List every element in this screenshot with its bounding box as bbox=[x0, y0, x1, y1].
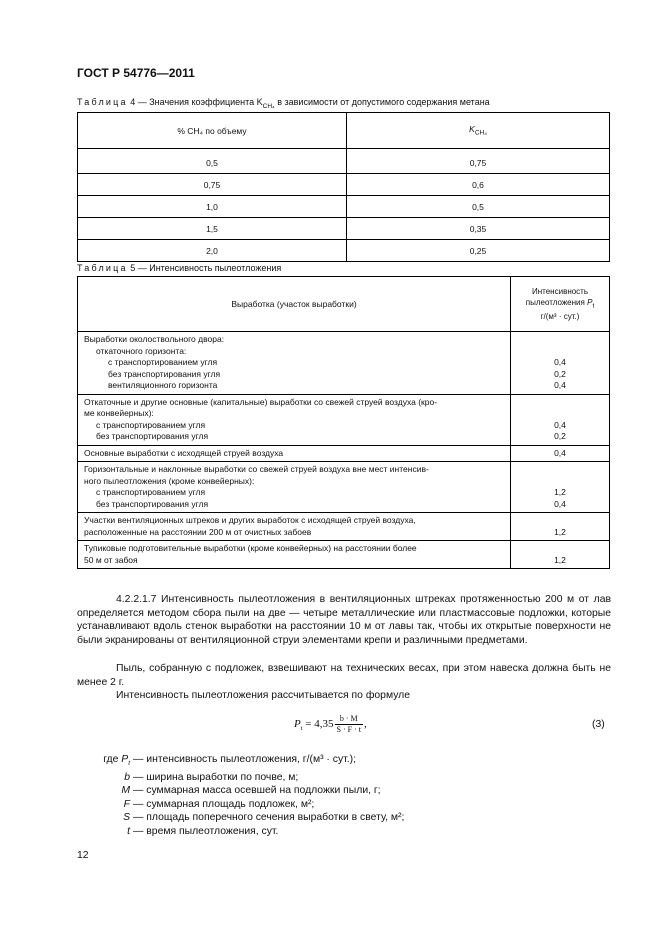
table5-value: 1,2 bbox=[554, 554, 566, 565]
table5-line: Выработки околоствольного двора: bbox=[84, 334, 225, 344]
table4-caption bbox=[77, 97, 490, 110]
table5-cell-intensity bbox=[511, 513, 610, 541]
table5-value: 0,2 bbox=[554, 368, 566, 379]
table5-line: ме конвейерных): bbox=[84, 408, 154, 418]
legend-item bbox=[77, 798, 611, 812]
table5-row bbox=[78, 462, 610, 513]
table5-value: 0,2 bbox=[554, 431, 566, 441]
table4-cell-methane: 1,0 bbox=[78, 196, 347, 218]
table4-caption-text: 4 — Значения коэффициента K bbox=[130, 97, 263, 107]
table5-line: без транспортирования угля bbox=[96, 431, 209, 441]
table4-body bbox=[78, 149, 610, 262]
table5-cell-excavation bbox=[78, 462, 511, 513]
legend-symbol: где $P_t$ bbox=[103, 754, 130, 768]
formula-number: (3) bbox=[592, 719, 605, 730]
table4-row bbox=[78, 174, 610, 196]
table5-cell-intensity bbox=[511, 332, 610, 395]
page-number: 12 bbox=[77, 850, 89, 861]
table4-cell-methane: 1,5 bbox=[78, 218, 347, 240]
table5-cell-intensity bbox=[511, 394, 610, 445]
table5-col-header-intensity: Интенсивность пылеотложения $P_t$ г/(м³ · сут.) bbox=[511, 277, 610, 332]
legend-text: — суммарная масса осевшей на подложки пыли, г; bbox=[133, 785, 381, 797]
table5-value: 0,4 bbox=[554, 357, 566, 367]
table4-col-header-coef: $K_{CH_4}$ bbox=[347, 113, 610, 149]
legend-item bbox=[77, 784, 611, 798]
legend-symbol: t bbox=[127, 826, 130, 838]
legend-text: — ширина выработки по почве, м; bbox=[133, 771, 299, 783]
legend-item bbox=[77, 811, 611, 825]
table5-col-header-excavation: Выработка (участок выработки) bbox=[78, 277, 511, 332]
table5-cell-excavation bbox=[78, 332, 511, 395]
table5-cell-excavation bbox=[78, 513, 511, 541]
legend-item bbox=[77, 753, 611, 771]
table4-cell-coef: 0,25 bbox=[347, 240, 610, 262]
table5-caption-word: Таблица bbox=[77, 263, 128, 273]
table5-value bbox=[517, 464, 603, 476]
table5-caption bbox=[77, 263, 281, 273]
table5-line: с транспортированием угля bbox=[108, 357, 218, 367]
table5-value bbox=[517, 397, 603, 409]
paragraph-4-2-2-1-7: 4.2.2.1.7 Интенсивность пылеотложения в вентиляционных штреках протяженностью 200 м от лав определяется методом сбора пыли на две — четыре металлические или пластмассовые подложки, которые устанавливают вдоль стенок выработки на расстоянии 10 м от лавы так, чтобы их открытые поверхности не были экранированы от вентиляционной струи элементами крепи и различными предметами. bbox=[77, 594, 611, 646]
table5-header-row bbox=[78, 277, 610, 332]
table5-value bbox=[517, 515, 603, 527]
table5-line: расположенные на расстоянии 200 м от очистных забоев bbox=[84, 526, 312, 537]
table4-cell-coef: 0,6 bbox=[347, 174, 610, 196]
paragraph-formula-intro: Интенсивность пылеотложения рассчитывается по формуле bbox=[116, 690, 411, 701]
table5-cell-intensity bbox=[511, 462, 610, 513]
table4-col-header-methane: % CH₄ по объему bbox=[78, 113, 347, 149]
table5-value: 0,4 bbox=[554, 380, 566, 390]
table5-row bbox=[78, 394, 610, 445]
table4-row bbox=[78, 218, 610, 240]
table5-line: Участки вентиляционных штреков и других выработок с исходящей струей воздуха, bbox=[84, 515, 416, 525]
legend-symbol: S bbox=[123, 812, 130, 824]
document-header: ГОСТ Р 54776—2011 bbox=[77, 66, 195, 80]
table4-cell-coef: 0,75 bbox=[347, 149, 610, 174]
table5-line: Тупиковые подготовительные выработки (кроме конвейерных) на расстоянии более bbox=[84, 543, 417, 553]
formula-3: $P_t = 4,35$ $\frac{b \cdot M}{S \cdot F \cdot t}$ , bbox=[294, 714, 367, 734]
table5-value: 1,2 bbox=[554, 487, 566, 497]
table5-caption-text: 5 — Интенсивность пылеотложения bbox=[130, 263, 282, 273]
table5-value: 0,4 bbox=[554, 419, 566, 430]
table4-cell-coef: 0,35 bbox=[347, 218, 610, 240]
table5-cell-intensity bbox=[511, 445, 610, 462]
table4-cell-methane: 0,5 bbox=[78, 149, 347, 174]
table5-row bbox=[78, 513, 610, 541]
legend-symbol: F bbox=[123, 798, 130, 810]
formula-fraction: $\frac{b \cdot M}{S \cdot F \cdot t}$ bbox=[336, 714, 361, 734]
table5-line: Горизонтальные и наклонные выработки со свежей струей воздуха вне мест интенсив- bbox=[84, 464, 429, 474]
table-5 bbox=[77, 276, 610, 569]
table5-body bbox=[78, 332, 610, 569]
table4-caption-sub: CH₄ bbox=[262, 102, 275, 110]
legend-text: — площадь поперечного сечения выработки в свету, м²; bbox=[133, 812, 405, 824]
table5-row bbox=[78, 445, 610, 462]
legend-text: — время пылеотложения, сут. bbox=[133, 826, 279, 838]
table5-cell-excavation bbox=[78, 445, 511, 462]
table4-caption-word: Таблица bbox=[77, 97, 128, 107]
legend-item bbox=[77, 825, 611, 839]
table5-value bbox=[517, 408, 603, 420]
formula-legend bbox=[77, 753, 611, 839]
table4-cell-coef: 0,5 bbox=[347, 196, 610, 218]
table5-line: Основные выработки с исходящей струей воздуха bbox=[84, 447, 284, 458]
table5-line: без транспортирования угля bbox=[108, 368, 221, 379]
legend-item bbox=[77, 771, 611, 785]
paragraph-dust-weighing: Пыль, собранную с подложек, взвешивают на технических весах, при этом навеска должна быть не менее 2 г. bbox=[77, 663, 611, 688]
table5-line: ного пылеотложения (кроме конвейерных): bbox=[84, 475, 255, 486]
table4-header-row bbox=[78, 113, 610, 149]
table5-line: без транспортирования угля bbox=[96, 498, 209, 509]
table5-value bbox=[517, 346, 603, 358]
legend-text: — интенсивность пылеотложения, г/(м³ · сут.); bbox=[133, 754, 357, 765]
table5-value bbox=[517, 476, 603, 488]
table5-cell-excavation bbox=[78, 394, 511, 445]
legend-symbol: b bbox=[124, 771, 130, 783]
table5-line: с транспортированием угля bbox=[96, 487, 206, 497]
table5-line: Откаточные и другие основные (капитальные) выработки со свежей струей воздуха (кро- bbox=[84, 396, 438, 407]
table4-row bbox=[78, 240, 610, 262]
table4-cell-methane: 2,0 bbox=[78, 240, 347, 262]
table5-cell-intensity bbox=[511, 541, 610, 569]
table5-value bbox=[517, 334, 603, 346]
table-4 bbox=[77, 112, 610, 262]
table5-row bbox=[78, 541, 610, 569]
table5-line: 50 м от забоя bbox=[84, 554, 138, 565]
table5-value: 0,4 bbox=[554, 447, 566, 458]
table5-line: откаточного горизонта: bbox=[96, 345, 187, 356]
table4-cell-methane: 0,75 bbox=[78, 174, 347, 196]
legend-symbol: M bbox=[121, 785, 130, 797]
table5-line: вентиляционного горизонта bbox=[108, 380, 218, 390]
table4-row bbox=[78, 196, 610, 218]
table4-caption-tail: в зависимости от допустимого содержания метана bbox=[274, 97, 490, 107]
table5-value: 0,4 bbox=[554, 498, 566, 509]
table5-line: с транспортированием угля bbox=[96, 419, 206, 430]
legend-prefix: где bbox=[103, 754, 119, 765]
table5-value bbox=[517, 543, 603, 555]
legend-text: — суммарная площадь подложек, м²; bbox=[133, 798, 315, 810]
table4-row bbox=[78, 149, 610, 174]
table5-row bbox=[78, 332, 610, 395]
table5-cell-excavation bbox=[78, 541, 511, 569]
table5-value: 1,2 bbox=[554, 526, 566, 537]
